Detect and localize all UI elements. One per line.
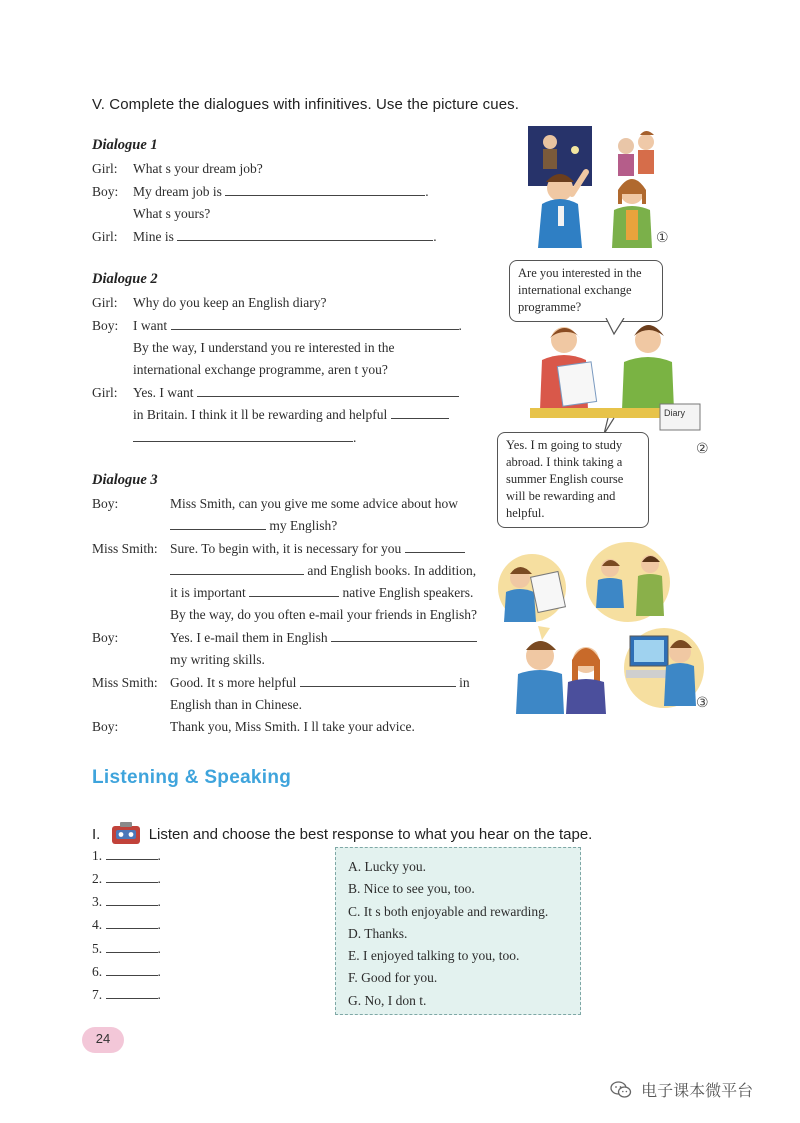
dialogue-text: Mine is (133, 229, 174, 244)
answer-number: 3. (92, 894, 103, 909)
watermark (610, 1078, 753, 1103)
dialogue-1-title: Dialogue 1 (92, 137, 158, 153)
speaker-label: Girl: (92, 161, 118, 176)
dialogue-text: native English speakers. (342, 585, 474, 600)
option-f: F. Good for you. (348, 970, 438, 986)
answer-blank[interactable] (106, 894, 158, 906)
wechat-icon (610, 1081, 632, 1103)
speaker-label: Girl: (92, 385, 118, 400)
dialogue-text: Yes. I want (133, 385, 194, 400)
answer-blank[interactable] (300, 675, 456, 687)
dialogue-text: English than in Chinese. (170, 697, 302, 712)
dialogue-line (133, 430, 356, 446)
dialogue-text: Miss Smith, can you give me some advice about how (170, 496, 458, 511)
answer-item: 5. . (92, 941, 161, 956)
answer-number: 5. (92, 941, 103, 956)
diary-label: Diary (664, 408, 686, 418)
exercise-heading: V. Complete the dialogues with infinitives. Use the picture cues. (92, 96, 520, 113)
dialogue-line (133, 318, 462, 334)
answer-blank[interactable] (170, 563, 304, 575)
answer-blank[interactable] (225, 184, 425, 196)
answer-blank[interactable] (331, 630, 477, 642)
answer-blank[interactable] (133, 430, 353, 442)
dialogue-text: Thank you, Miss Smith. I ll take your advice. (170, 719, 415, 734)
option-d: D. Thanks. (348, 925, 408, 941)
dialogue-line (170, 585, 473, 601)
option-c: C. It s both enjoyable and rewarding. (348, 903, 549, 919)
dialogue-line (170, 563, 476, 579)
option-b: B. Nice to see you, too. (348, 881, 475, 897)
speaker-label: Boy: (92, 318, 119, 333)
dialogue-text: Sure. To begin with, it is necessary for you (170, 541, 402, 556)
dialogue-line (133, 385, 459, 401)
option-g: G. No, I don t. (348, 992, 427, 1008)
dialogue-text: By the way, I understand you re interested in the (133, 340, 395, 355)
answer-item: 6. . (92, 964, 161, 979)
dialogue-line (133, 407, 449, 423)
answer-item: 3. . (92, 894, 161, 909)
answer-blank[interactable] (106, 848, 158, 860)
speech-bubble-boy: Yes. I m going to study abroad. I think taking a summer English course will be rewarding and helpful. (497, 432, 649, 528)
answer-blank[interactable] (249, 585, 339, 597)
dialogue-text: Why do you keep an English diary? (133, 295, 327, 310)
punctuation: . (425, 184, 429, 199)
response-options-box (335, 847, 581, 1015)
answer-blank[interactable] (171, 318, 459, 330)
cassette-tape-icon (111, 821, 141, 849)
speaker-label: Miss Smith: (92, 675, 158, 690)
picture-number-2: ② (696, 441, 709, 457)
dialogue-text: I want (133, 318, 168, 333)
answer-blank[interactable] (177, 229, 433, 241)
option-e: E. I enjoyed talking to you, too. (348, 948, 520, 964)
dialogue-text: What s your dream job? (133, 161, 263, 176)
page-number: 24 (82, 1027, 124, 1053)
speaker-label: Miss Smith: (92, 541, 158, 556)
speaker-label: Boy: (92, 184, 119, 199)
answer-blank[interactable] (106, 964, 158, 976)
dialogue-text: What s yours? (133, 206, 211, 221)
dialogue-text: my English? (269, 518, 338, 533)
dialogue-text: My dream job is (133, 184, 222, 199)
exercise-number: I. (92, 826, 101, 843)
listening-instruction-row (92, 821, 592, 849)
speaker-label: Boy: (92, 496, 119, 511)
listening-instruction: Listen and choose the best response to what you hear on the tape. (148, 826, 593, 843)
dialogue-text: my writing skills. (170, 652, 265, 667)
picture-number-1: ① (656, 230, 669, 246)
answer-blank[interactable] (405, 541, 465, 553)
dialogue-2-title: Dialogue 2 (92, 271, 158, 287)
answer-number: 7. (92, 987, 103, 1002)
punctuation: . (458, 318, 462, 333)
speaker-label: Girl: (92, 229, 118, 244)
answer-blank[interactable] (197, 385, 459, 397)
dialogue-text: Yes. I e-mail them in English (170, 630, 328, 645)
answer-number: 6. (92, 964, 103, 979)
dialogue-line (133, 184, 429, 200)
dialogue-text: international exchange programme, aren t you? (133, 362, 388, 377)
dialogue-text: Good. It s more helpful (170, 675, 297, 690)
dialogue-text: and English books. In addition, (307, 563, 477, 578)
answer-blank[interactable] (106, 917, 158, 929)
dialogue-line (170, 541, 465, 557)
speaker-label: Boy: (92, 630, 119, 645)
punctuation: . (353, 430, 357, 445)
speaker-label: Girl: (92, 295, 118, 310)
answer-item: 7. . (92, 987, 161, 1002)
answer-blank[interactable] (106, 987, 158, 999)
picture-number-3: ③ (696, 695, 709, 711)
picture-3-english-practice (498, 540, 704, 716)
dialogue-text: in (459, 675, 470, 690)
answer-number: 2. (92, 871, 103, 886)
picture-2-exchange-programme (520, 318, 704, 434)
section-title: Listening & Speaking (92, 767, 292, 788)
dialogue-line (170, 518, 337, 534)
answer-blank[interactable] (106, 871, 158, 883)
answer-item: 2. . (92, 871, 161, 886)
answer-number: 1. (92, 848, 103, 863)
speech-bubble-girl: Are you interested in the international exchange programme? (509, 260, 663, 322)
dialogue-line (92, 161, 118, 177)
dialogue-line (170, 630, 477, 646)
dialogue-text: By the way, do you often e-mail your friends in English? (170, 607, 477, 622)
watermark-text: 电子课本微平台 (641, 1081, 754, 1100)
answer-blank[interactable] (106, 941, 158, 953)
answer-item: 4. . (92, 917, 161, 932)
answer-number: 4. (92, 917, 103, 932)
dialogue-line (170, 675, 470, 691)
answer-blank[interactable] (391, 407, 449, 419)
answer-item: 1. . (92, 848, 161, 863)
dialogue-text: in Britain. I think it ll be rewarding and helpful (133, 407, 388, 422)
speaker-label: Boy: (92, 719, 119, 734)
option-a: A. Lucky you. (348, 859, 426, 874)
dialogue-text: it is important (170, 585, 246, 600)
punctuation: . (433, 229, 437, 244)
dialogue-3-title: Dialogue 3 (92, 472, 158, 488)
answer-blank[interactable] (170, 518, 266, 530)
dialogue-line (133, 229, 437, 245)
